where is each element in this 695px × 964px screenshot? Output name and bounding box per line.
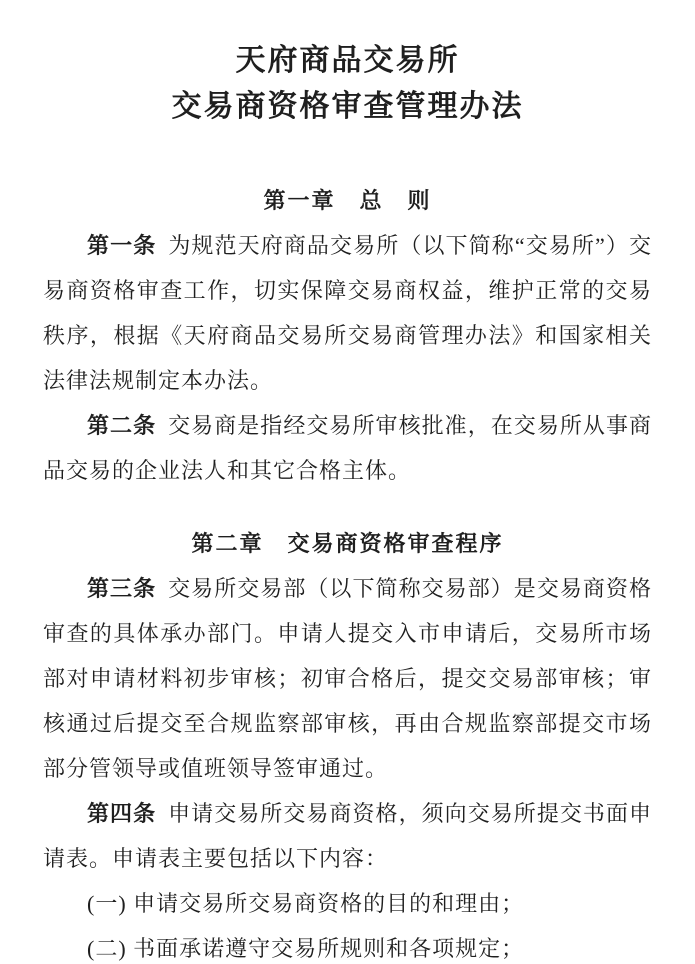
- article4-paragraph: [43, 791, 652, 881]
- document-title-line1: 天府商品交易所: [235, 44, 460, 77]
- article3-text: 交易所交易部（以下简称交易部）是交易商资格审查的具体承办部门。申请人提交入市申请后，交易所市场部对申请材料初步审核；初审合格后，提交交易部审核；审核通过后提交至合规监察部审核，再由合规监察部提交市场部分管领导或值班领导签审通过。: [43, 576, 652, 781]
- article3-label: 第三条: [87, 576, 157, 601]
- article4-text: 申请交易所交易商资格，须向交易所提交书面申请表。申请表主要包括以下内容：: [43, 801, 652, 871]
- chapter2-heading: 第二章 交易商资格审查程序: [191, 531, 504, 556]
- article4-label: 第四条: [87, 801, 157, 826]
- list-item-2: (二) 书面承诺遵守交易所规则和各项规定；: [87, 936, 525, 961]
- article2-label: 第二条: [87, 413, 157, 438]
- list-item-1: (一) 申请交易所交易商资格的目的和理由；: [87, 891, 525, 916]
- document-body: [43, 223, 652, 964]
- article2-paragraph: [43, 403, 652, 493]
- article1-label: 第一条: [87, 233, 157, 258]
- document-title-line2: 交易商资格审查管理办法: [171, 90, 524, 123]
- article1-text: 为规范天府商品交易所（以下简称“交易所”）交易商资格审查工作，切实保障交易商权益，维护正常的交易秩序，根据《天府商品交易所交易商管理办法》和国家相关法律法规制定本办法。: [43, 233, 652, 393]
- chapter1-heading: 第一章 总 则: [263, 188, 432, 213]
- document-title: [43, 38, 652, 130]
- article1-paragraph: [43, 223, 652, 403]
- article3-paragraph: [43, 566, 652, 791]
- article2-text: 交易商是指经交易所审核批准，在交易所从事商品交易的企业法人和其它合格主体。: [43, 413, 652, 483]
